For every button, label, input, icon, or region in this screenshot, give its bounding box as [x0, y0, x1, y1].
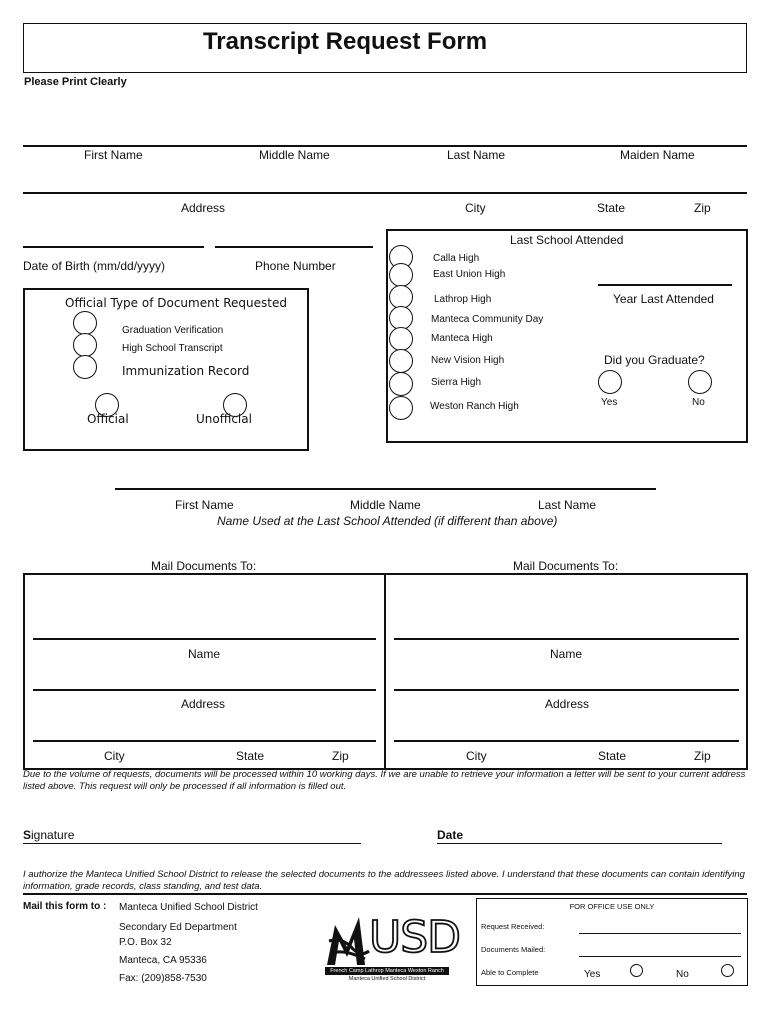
did-you-graduate-label: Did you Graduate? — [604, 353, 705, 367]
mail-right-address-label: Address — [545, 697, 590, 711]
name-used-first-label: First Name — [175, 498, 234, 512]
mail-address-line: Manteca Unified School District — [119, 902, 258, 913]
unofficial-label: Unofficial — [196, 412, 252, 426]
mail-left-address-label: Address — [181, 697, 226, 711]
mail-address-line: Secondary Ed Department — [119, 922, 237, 933]
weston-ranch-high-radio[interactable] — [389, 396, 413, 420]
musd-logo — [325, 911, 461, 985]
mail-left-state-label: State — [236, 749, 265, 763]
dob-label: Date of Birth (mm/dd/yyyy) — [23, 259, 166, 273]
immunization-record-label: Immunization Record — [122, 364, 250, 378]
school-option-label: Manteca High — [431, 333, 493, 344]
maiden-name-label: Maiden Name — [620, 148, 695, 162]
high-school-transcript-radio[interactable] — [73, 333, 97, 357]
graduated-yes-label: Yes — [601, 397, 618, 408]
school-option-label: Weston Ranch High — [430, 401, 519, 412]
mail-address-line: Manteca, CA 95336 — [119, 955, 207, 966]
page-title: Transcript Request Form — [202, 28, 488, 55]
mail-right-heading: Mail Documents To: — [513, 559, 619, 573]
mail-left-address-line[interactable] — [33, 689, 376, 691]
documents-mailed-line[interactable] — [579, 956, 741, 957]
mail-address-line: Fax: (209)858-7530 — [119, 973, 207, 984]
east-union-high-radio[interactable] — [389, 263, 413, 287]
musd-logo-text: USD — [369, 912, 461, 963]
zip-label: Zip — [694, 201, 711, 215]
signature-label-initial: S — [23, 828, 32, 842]
office-use-title: FOR OFFICE USE ONLY — [569, 902, 655, 911]
able-no-label: No — [676, 969, 689, 980]
mail-right-city-label: City — [466, 749, 487, 763]
name-used-middle-label: Middle Name — [350, 498, 421, 512]
mail-left-name-label: Name — [188, 647, 221, 661]
mail-form-label: Mail this form to : — [23, 901, 107, 912]
last-school-title: Last School Attended — [510, 233, 624, 247]
address-line[interactable] — [23, 192, 747, 194]
graduation-verification-radio[interactable] — [73, 311, 97, 335]
name-used-last-label: Last Name — [538, 498, 597, 512]
document-type-title: Official Type of Document Requested — [65, 296, 287, 310]
school-option-label: Manteca Community Day — [431, 314, 544, 325]
mail-left-heading: Mail Documents To: — [151, 559, 257, 573]
mail-left-name-line[interactable] — [33, 638, 376, 640]
mail-right-state-label: State — [598, 749, 627, 763]
graduation-verification-label: Graduation Verification — [122, 325, 224, 336]
musd-district-name: Manteca Unified School District — [348, 976, 426, 982]
manteca-high-radio[interactable] — [389, 327, 413, 351]
school-option-label: East Union High — [433, 269, 506, 280]
mail-left-city-label: City — [104, 749, 125, 763]
phone-line[interactable] — [215, 246, 373, 248]
official-label: Official — [87, 412, 129, 426]
first-name-label: First Name — [84, 148, 143, 162]
phone-label: Phone Number — [255, 259, 336, 273]
name-line[interactable] — [23, 145, 747, 147]
able-yes-label: Yes — [584, 969, 601, 980]
last-name-label: Last Name — [447, 148, 506, 162]
processing-notice: Due to the volume of requests, documents will be processed within 10 working days. If we are unable to retrieve your information a letter will be sent to your current address listed above. This request will only be processed if all information is filled out. — [23, 769, 746, 792]
date-label: Date — [437, 828, 464, 842]
authorization-text: I authorize the Manteca Unified School District to release the selected documents to the addressees listed above. I understand that these documents can contain identifying information, grade records, class standing, and test data. — [23, 869, 745, 892]
mail-left-zip-label: Zip — [332, 749, 349, 763]
address-label: Address — [181, 201, 226, 215]
middle-name-label: Middle Name — [259, 148, 330, 162]
able-no-radio[interactable] — [721, 964, 734, 977]
mail-right-name-label: Name — [550, 647, 583, 661]
mail-right-city-line[interactable] — [394, 740, 739, 742]
request-received-line[interactable] — [579, 933, 741, 934]
state-label: State — [597, 201, 626, 215]
mail-right-zip-label: Zip — [694, 749, 711, 763]
mail-box-divider — [384, 573, 386, 770]
mail-address-line: P.O. Box 32 — [119, 937, 172, 948]
school-option-label: Sierra High — [431, 377, 482, 388]
signature-field[interactable] — [23, 828, 361, 844]
mail-left-city-line[interactable] — [33, 740, 376, 742]
able-yes-radio[interactable] — [630, 964, 643, 977]
graduated-no-label: No — [692, 397, 705, 408]
city-label: City — [465, 201, 486, 215]
signature-label: ignature — [31, 828, 75, 842]
school-option-label: Calla High — [433, 253, 480, 264]
sierra-high-radio[interactable] — [389, 372, 413, 396]
name-used-note: Name Used at the Last School Attended (if different than above) — [217, 514, 558, 528]
school-option-label: New Vision High — [431, 355, 505, 366]
year-last-attended-line[interactable] — [598, 284, 732, 286]
authorization-divider — [23, 893, 747, 895]
graduated-yes-radio[interactable] — [598, 370, 622, 394]
dob-line[interactable] — [23, 246, 204, 248]
name-used-line[interactable] — [115, 488, 656, 490]
immunization-record-radio[interactable] — [73, 355, 97, 379]
high-school-transcript-label: High School Transcript — [122, 343, 223, 354]
request-received-label: Request Received: — [481, 922, 545, 931]
mail-right-address-line[interactable] — [394, 689, 739, 691]
mail-right-name-line[interactable] — [394, 638, 739, 640]
school-option-label: Lathrop High — [434, 294, 492, 305]
able-to-complete-label: Able to Complete — [481, 968, 539, 977]
year-last-attended-label: Year Last Attended — [613, 292, 714, 306]
new-vision-high-radio[interactable] — [389, 349, 413, 373]
graduated-no-radio[interactable] — [688, 370, 712, 394]
date-field[interactable] — [437, 828, 722, 844]
musd-schools-banner: French Camp Lathrop Manteca Weston Ranch — [325, 967, 449, 975]
print-clearly-note: Please Print Clearly — [24, 76, 127, 88]
documents-mailed-label: Documents Mailed: — [481, 945, 546, 954]
